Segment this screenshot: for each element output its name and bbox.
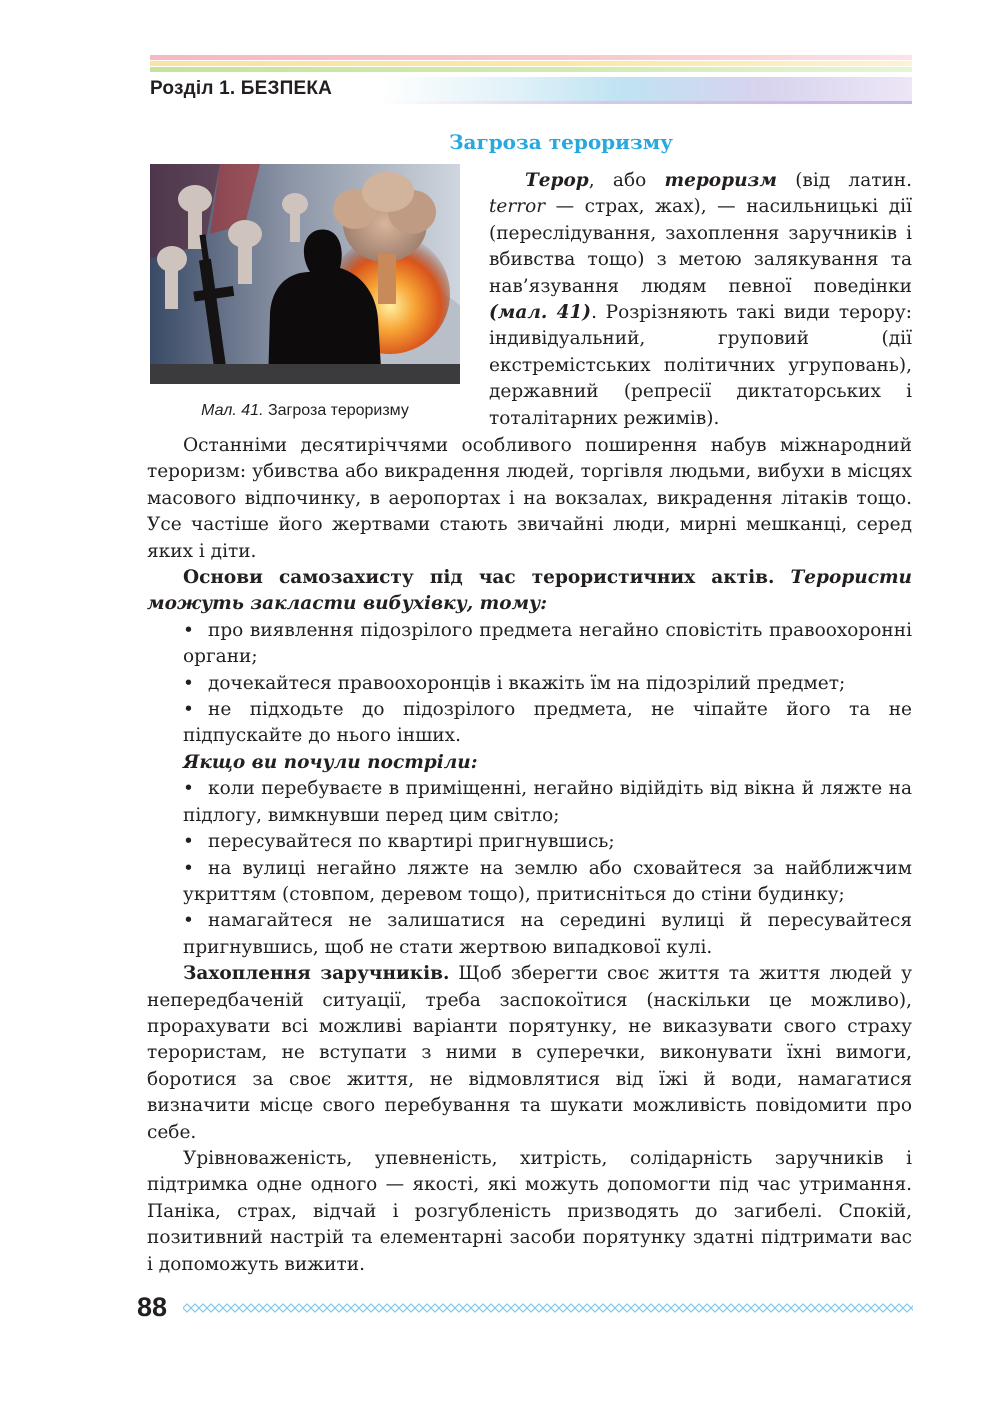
self-defense-heading: Основи самозахисту під час терористичних актів.	[183, 567, 775, 589]
self-defense-intro	[147, 565, 912, 618]
bullet-icon: •	[183, 910, 194, 932]
paragraph-final: Урівноваженість, упевненість, хитрість, солідарність заручників і підтримка одне одного — якості, які можуть допомогти під час утримання. Паніка, страх, відчай і розгубленість призводять до загибелі. Спокій, позитивний настрій та елементарні засоби порятунку здатні підтримати вас і допоможуть вижити.	[147, 1147, 912, 1275]
caption-text: Загроза тероризму	[267, 402, 409, 419]
terrorism-photo	[150, 164, 460, 384]
figure-reference: (мал. 41)	[489, 302, 592, 324]
list-item: • коли перебуваєте в приміщенні, негайно відійдіть від вікна й ляжте на підлогу, вимкнувши перед цим світло;	[183, 778, 912, 826]
list-item: • намагайтеся не залишатися на середині вулиці й пересувайтеся пригнувшись, щоб не стати жертвою випадкової кулі.	[183, 910, 912, 958]
bullet-icon: •	[183, 699, 194, 721]
paragraph-international-terrorism: Останніми десятиріччями особливого поширення набув міжнародний тероризм: убивства або викрадення людей, торгівля людьми, вибухи в місцях масового відпочинку, в аеропортах і на вокзалах, викрадення літаків тощо. Усе частіше його жертвами стають звичайні люди, мирні мешканці, серед яких і діти.	[147, 435, 912, 562]
term-terrorism: тероризм	[664, 170, 777, 191]
hostages-heading: Захоплення заручників.	[183, 963, 450, 985]
term-terror: Терор	[525, 170, 589, 191]
latin-word: terror	[489, 196, 546, 218]
self-defense-lead: Терористи можуть закласти вибухівку, тому:	[147, 567, 912, 615]
main-content	[147, 433, 912, 1278]
hostages-paragraph: Захоплення заручників. Щоб зберегти своє життя та життя людей у непередбаченій ситуації, треба заспокоїтися (наскільки це можливо), прорахувати всі можливі варіанти порятунку, не виказувати свого страху терористам, не вступати з ними в суперечки, виконувати їхні вимоги, боротися за своє життя, не відмовлятися від їжі й води, намагатися визначити місце свого перебування та шукати можливість повідомити про себе.	[147, 963, 912, 1143]
intro-paragraph: Терор, або тероризм (від латин. terror — страх, жах), — насильницькі дії (переслідування, захоплення заручників і вбивства тощо) з метою залякування та нав’язування людям певної поведінки (мал. 41). Розрізняють такі види терору: індивідуальний, груповий (дії екстремістських політичних угруповань), державний (репресії диктаторських і тоталітарних режимів).	[489, 170, 912, 429]
page-number: 88	[137, 1292, 168, 1322]
caption-label: Мал. 41.	[201, 402, 264, 419]
list-item: • дочекайтеся правоохоронців і вкажіть їм на підозрілий предмет;	[147, 671, 912, 697]
list-item: • про виявлення підозрілого предмета негайно сповістіть правоохоронні органи;	[183, 619, 912, 668]
bullet-icon: •	[183, 831, 194, 853]
bullet-icon: •	[183, 619, 194, 641]
list-item: • пересувайтеся по квартирі пригнувшись;	[147, 829, 912, 855]
bullet-icon: •	[183, 778, 194, 800]
figure-caption	[150, 402, 460, 420]
list-item: • на вулиці негайно ляжте на землю або сховайтеся за найближчим укриттям (стовпом, деревом тощо), притисніться до стіни будинку;	[183, 857, 912, 905]
footer-ornament	[183, 1300, 913, 1316]
shots-heading: Якщо ви почули постріли:	[183, 751, 478, 773]
list-item: • не підходьте до підозрілого предмета, не чіпайте його та не підпускайте до нього інших.	[183, 699, 912, 747]
bullet-icon: •	[183, 857, 194, 879]
page-title: Загроза тероризму	[449, 130, 673, 154]
bullet-icon: •	[183, 672, 194, 694]
section-header: Розділ 1. БЕЗПЕКА	[150, 78, 333, 99]
